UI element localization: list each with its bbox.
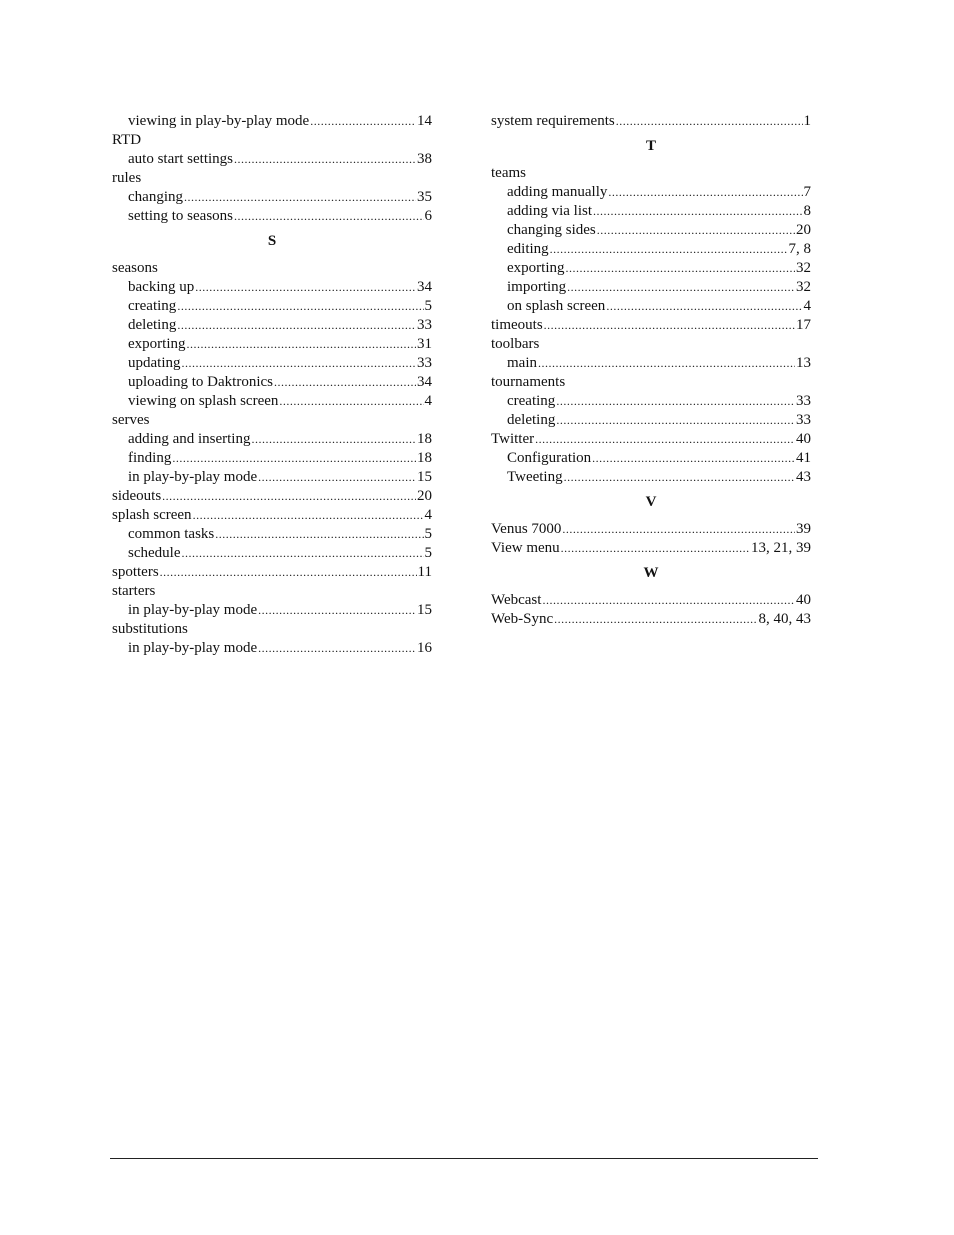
dot-leader (538, 354, 795, 373)
index-entry-pages[interactable]: 20 (796, 222, 811, 238)
index-entry-term: system requirements (491, 113, 615, 129)
index-entry-term: changing (128, 189, 183, 205)
dot-leader (251, 430, 416, 449)
dot-leader (550, 240, 788, 259)
index-entry-term: View menu (491, 540, 560, 556)
index-entry-term: Webcast (491, 592, 542, 608)
index-term-substitutions (112, 620, 432, 639)
index-entry-changing[interactable] (112, 188, 432, 207)
dot-leader (562, 520, 795, 539)
dot-leader (556, 411, 795, 430)
index-entry-term: finding (128, 450, 172, 466)
index-entry-configuration[interactable] (491, 449, 811, 468)
index-entry-pages[interactable]: 33 (796, 412, 811, 428)
index-entry-venus-7000[interactable] (491, 520, 811, 539)
index-entry-term: splash screen (112, 507, 192, 523)
index-entry-viewing-in-play-by-play-mode[interactable] (112, 112, 432, 131)
index-entry-term: Venus 7000 (491, 521, 562, 537)
dot-leader (544, 316, 795, 335)
index-entry-term: Tweeting (507, 469, 563, 485)
index-term-label: toolbars (491, 336, 540, 352)
dot-leader (172, 449, 416, 468)
index-entry-pages[interactable]: 11 (417, 564, 432, 580)
index-entry-backing-up[interactable] (112, 278, 432, 297)
dot-leader (187, 335, 417, 354)
index-entry-term: in play-by-play mode (128, 469, 258, 485)
index-entry-twitter[interactable] (491, 430, 811, 449)
index-letter-heading-t: T (645, 138, 656, 154)
index-entry-term: schedule (128, 545, 181, 561)
dot-leader (215, 525, 423, 544)
index-entry-exporting[interactable] (112, 335, 432, 354)
dot-leader (616, 112, 803, 131)
index-term-serves (112, 411, 432, 430)
index-entry-term: editing (507, 241, 549, 257)
index-entry-updating[interactable] (112, 354, 432, 373)
index-entry-term: Twitter (491, 431, 535, 447)
index-term-rtd (112, 131, 432, 150)
index-entry-term: viewing on splash screen (128, 393, 279, 409)
index-entry-pages[interactable]: 43 (796, 469, 811, 485)
index-entry-pages[interactable]: 35 (417, 189, 432, 205)
dot-leader (181, 544, 423, 563)
dot-leader (258, 468, 416, 487)
index-entry-pages[interactable]: 7, 8 (788, 241, 811, 257)
index-entry-tweeting[interactable] (491, 468, 811, 487)
dot-leader (177, 297, 423, 316)
dot-leader (177, 316, 416, 335)
index-entry-importing[interactable] (491, 278, 811, 297)
index-column-left (112, 112, 432, 658)
index-entry-pages[interactable]: 1 (803, 113, 811, 129)
index-term-label: teams (491, 165, 526, 181)
index-entry-changing-sides[interactable] (491, 221, 811, 240)
index-entry-pages[interactable]: 38 (417, 151, 432, 167)
index-entry-pages[interactable]: 40 (796, 431, 811, 447)
index-entry-system-requirements[interactable] (491, 112, 811, 131)
index-entry-exporting[interactable] (491, 259, 811, 278)
index-entry-term: main (507, 355, 537, 371)
index-entry-pages[interactable]: 40 (796, 592, 811, 608)
dot-leader (556, 392, 795, 411)
index-entry-adding-via-list[interactable] (491, 202, 811, 221)
index-entry-on-splash-screen[interactable] (491, 297, 811, 316)
index-entry-pages[interactable]: 13, 21, 39 (751, 540, 811, 556)
index-term-rules (112, 169, 432, 188)
index-entry-pages[interactable]: 4 (803, 298, 811, 314)
dot-leader (567, 278, 795, 297)
dot-leader (160, 563, 417, 582)
index-entry-deleting[interactable] (112, 316, 432, 335)
dot-leader (162, 487, 416, 506)
index-entry-term: importing (507, 279, 567, 295)
index-entry-pages[interactable]: 41 (796, 450, 811, 466)
index-entry-term: deleting (128, 317, 177, 333)
index-entry-term: in play-by-play mode (128, 602, 258, 618)
index-term-tournaments (491, 373, 811, 392)
index-entry-pages[interactable]: 8, 40, 43 (758, 611, 811, 627)
index-entry-pages[interactable]: 4 (424, 393, 432, 409)
dot-leader (234, 207, 424, 226)
dot-leader (258, 601, 416, 620)
index-entry-term: updating (128, 355, 181, 371)
index-entry-pages[interactable]: 34 (417, 374, 432, 390)
index-term-label: tournaments (491, 374, 566, 390)
index-entry-web-sync[interactable] (491, 610, 811, 629)
dot-leader (258, 639, 416, 658)
index-entry-common-tasks[interactable] (112, 525, 432, 544)
index-entry-pages[interactable]: 33 (417, 317, 432, 333)
index-entry-term: uploading to Daktronics (128, 374, 273, 390)
index-entry-term: on splash screen (507, 298, 606, 314)
index-entry-sideouts[interactable] (112, 487, 432, 506)
index-entry-term: in play-by-play mode (128, 640, 258, 656)
index-entry-finding[interactable] (112, 449, 432, 468)
index-entry-term: spotters (112, 564, 159, 580)
index-entry-pages[interactable]: 33 (417, 355, 432, 371)
index-entry-splash-screen[interactable] (112, 506, 432, 525)
dot-leader (274, 373, 416, 392)
dot-leader (310, 112, 416, 131)
index-entry-term: creating (507, 393, 556, 409)
index-entry-term: adding via list (507, 203, 592, 219)
index-entry-auto-start-settings[interactable] (112, 150, 432, 169)
dot-leader (561, 539, 750, 558)
index-entry-term: deleting (507, 412, 556, 428)
dot-leader (184, 188, 416, 207)
index-letter-heading-s: S (267, 233, 277, 249)
index-term-label: substitutions (112, 621, 188, 637)
index-entry-editing[interactable] (491, 240, 811, 259)
index-entry-term: auto start settings (128, 151, 233, 167)
index-entry-pages[interactable]: 13 (796, 355, 811, 371)
index-entry-term: backing up (128, 279, 195, 295)
dot-leader (193, 506, 424, 525)
index-entry-pages[interactable]: 32 (796, 260, 811, 276)
index-entry-term: viewing in play-by-play mode (128, 113, 310, 129)
index-entry-in-play-by-play-mode[interactable] (112, 601, 432, 620)
dot-leader (592, 449, 795, 468)
index-term-seasons (112, 259, 432, 278)
index-entry-pages[interactable]: 8 (803, 203, 811, 219)
index-entry-term: changing sides (507, 222, 596, 238)
index-term-label: serves (112, 412, 150, 428)
dot-leader (597, 221, 795, 240)
dot-leader (279, 392, 423, 411)
index-entry-deleting[interactable] (491, 411, 811, 430)
index-term-teams (491, 164, 811, 183)
dot-leader (234, 150, 416, 169)
index-term-label: seasons (112, 260, 158, 276)
index-entry-in-play-by-play-mode[interactable] (112, 639, 432, 658)
index-entry-main[interactable] (491, 354, 811, 373)
dot-leader (564, 468, 795, 487)
index-entry-pages[interactable]: 15 (417, 602, 432, 618)
dot-leader (542, 591, 795, 610)
index-entry-setting-to-seasons[interactable] (112, 207, 432, 226)
index-letter-heading-v: V (645, 494, 657, 510)
index-entry-pages[interactable]: 33 (796, 393, 811, 409)
index-entry-term: exporting (128, 336, 186, 352)
index-entry-term: setting to seasons (128, 208, 233, 224)
index-entry-pages[interactable]: 5 (424, 298, 432, 314)
index-entry-creating[interactable] (491, 392, 811, 411)
index-entry-pages[interactable]: 5 (424, 526, 432, 542)
index-entry-adding-and-inserting[interactable] (112, 430, 432, 449)
index-entry-pages[interactable]: 7 (803, 184, 811, 200)
index-entry-spotters[interactable] (112, 563, 432, 582)
index-entry-view-menu[interactable] (491, 539, 811, 558)
footer-divider (110, 1158, 818, 1159)
index-entry-pages[interactable]: 20 (417, 488, 432, 504)
index-entry-schedule[interactable] (112, 544, 432, 563)
index-entry-timeouts[interactable] (491, 316, 811, 335)
index-entry-pages[interactable]: 4 (424, 507, 432, 523)
index-entry-webcast[interactable] (491, 591, 811, 610)
index-entry-term: sideouts (112, 488, 162, 504)
index-entry-term: exporting (507, 260, 565, 276)
index-entry-creating[interactable] (112, 297, 432, 316)
index-entry-pages[interactable]: 15 (417, 469, 432, 485)
index-column-right (491, 112, 811, 629)
index-entry-adding-manually[interactable] (491, 183, 811, 202)
index-entry-pages[interactable]: 5 (424, 545, 432, 561)
dot-leader (606, 297, 802, 316)
index-entry-pages[interactable]: 18 (417, 450, 432, 466)
index-entry-pages[interactable]: 34 (417, 279, 432, 295)
index-entry-pages[interactable]: 39 (796, 521, 811, 537)
index-entry-viewing-on-splash-screen[interactable] (112, 392, 432, 411)
index-entry-pages[interactable]: 17 (796, 317, 811, 333)
index-entry-term: adding and inserting (128, 431, 251, 447)
dot-leader (554, 610, 757, 629)
index-entry-term: timeouts (491, 317, 543, 333)
index-letter-heading-w: W (643, 565, 659, 581)
index-entry-in-play-by-play-mode[interactable] (112, 468, 432, 487)
index-term-label: starters (112, 583, 156, 599)
index-entry-term: adding manually (507, 184, 608, 200)
index-entry-term: Web-Sync (491, 611, 554, 627)
dot-leader (182, 354, 417, 373)
index-term-label: RTD (112, 132, 142, 148)
dot-leader (608, 183, 802, 202)
index-entry-uploading-to-daktronics[interactable] (112, 373, 432, 392)
dot-leader (566, 259, 796, 278)
index-entry-term: creating (128, 298, 177, 314)
index-term-toolbars (491, 335, 811, 354)
index-entry-pages[interactable]: 32 (796, 279, 811, 295)
index-entry-pages[interactable]: 18 (417, 431, 432, 447)
index-entry-pages[interactable]: 31 (417, 336, 432, 352)
index-entry-pages[interactable]: 14 (417, 113, 432, 129)
dot-leader (195, 278, 416, 297)
dot-leader (535, 430, 795, 449)
dot-leader (593, 202, 803, 221)
index-entry-term: Configuration (507, 450, 592, 466)
index-entry-pages[interactable]: 16 (417, 640, 432, 656)
index-term-label: rules (112, 170, 142, 186)
index-entry-pages[interactable]: 6 (424, 208, 432, 224)
index-term-starters (112, 582, 432, 601)
index-entry-term: common tasks (128, 526, 215, 542)
